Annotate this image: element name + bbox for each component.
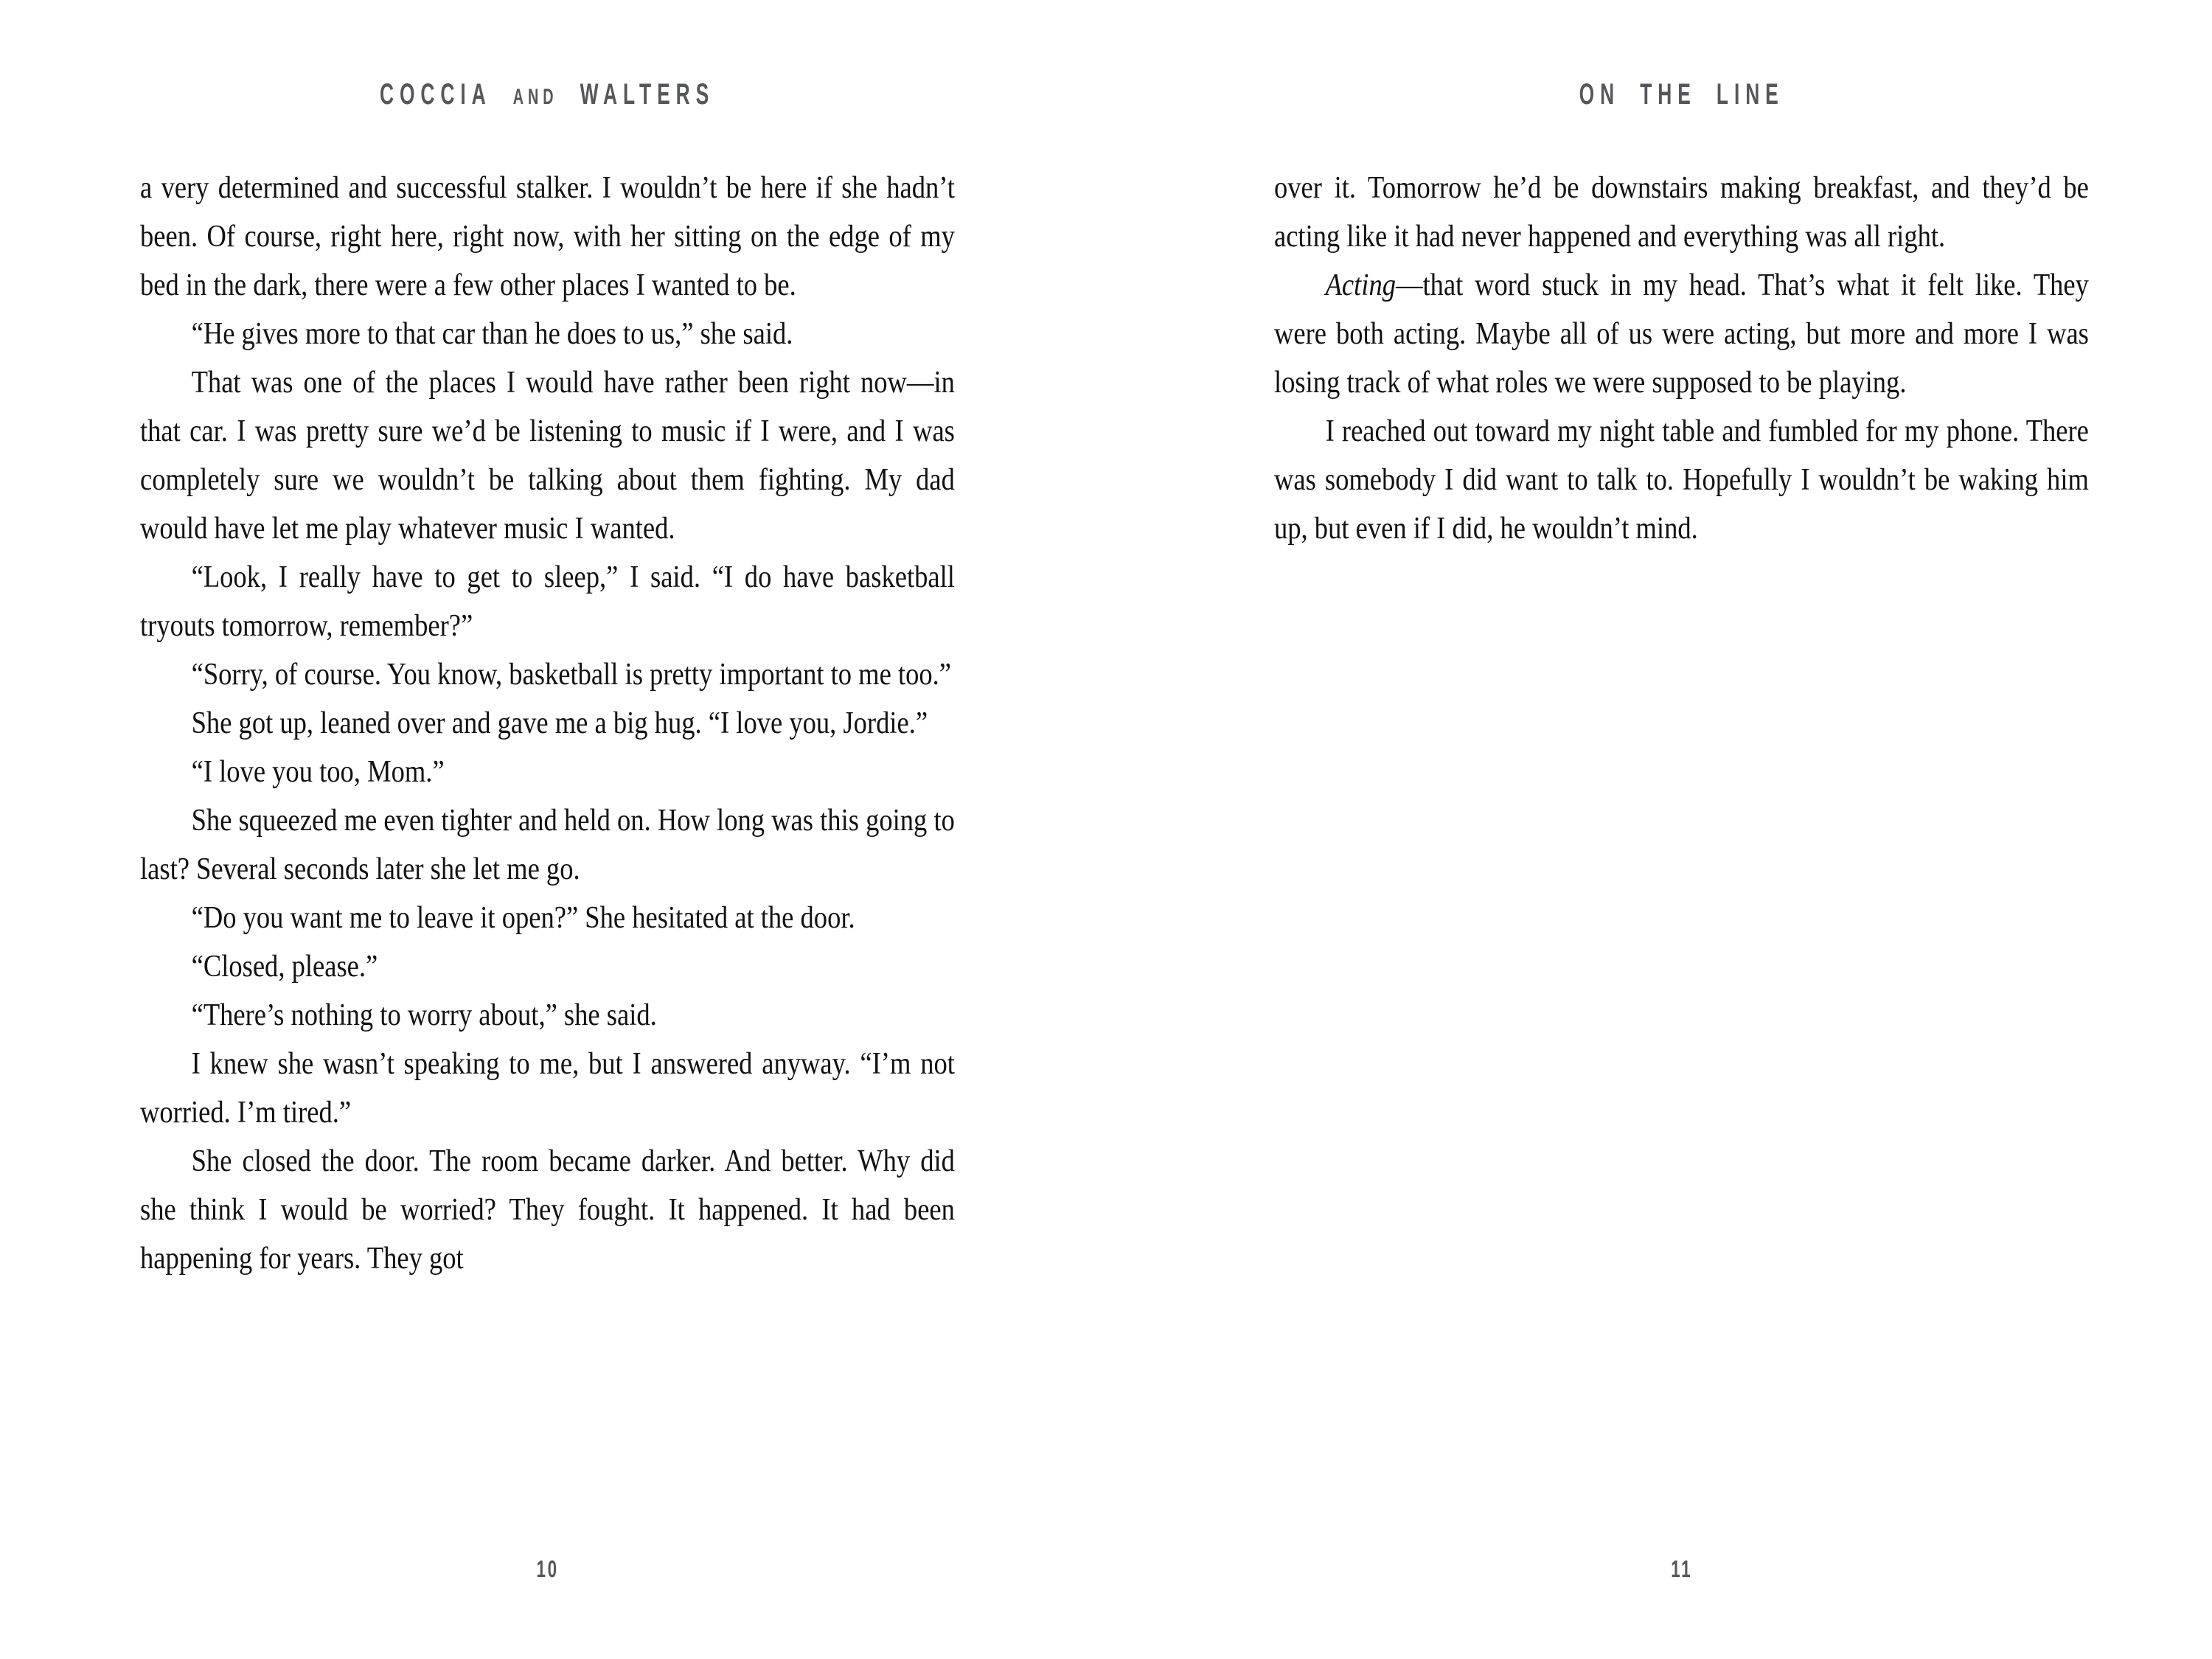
body-paragraph: [1274, 261, 2089, 407]
text-run: “Closed, please.”: [191, 950, 378, 984]
body-paragraph: [140, 991, 955, 1040]
author-name-walters: WALTERS: [580, 78, 715, 111]
running-head-conjunction: AND: [513, 85, 558, 109]
text-run: —that word stuck in my head. That’s what it felt like. They were both acting. Maybe all of us were acting, but more and more I was losing track of what roles we were supposed to be playing.: [1274, 268, 2089, 400]
left-folio: [140, 1557, 955, 1581]
left-page-number: 10: [536, 1556, 559, 1582]
right-page: [1106, 0, 2212, 1659]
body-paragraph: [140, 650, 955, 699]
text-run: I knew she wasn’t speaking to me, but I answered anyway. “I’m not worried. I’m tired.”: [140, 1047, 955, 1130]
text-run: I reached out toward my night table and fumbled for my phone. There was somebody I did want to talk to. Hopefully I wouldn’t be waking him up, but even if I did, he wouldn’t mind.: [1274, 414, 2089, 546]
italic-text-run: Acting: [1325, 268, 1396, 302]
text-run: “There’s nothing to worry about,” she said.: [191, 998, 657, 1032]
left-running-head: [140, 80, 955, 112]
body-paragraph: [140, 894, 955, 942]
text-run: “I love you too, Mom.”: [191, 755, 445, 789]
text-run: “He gives more to that car than he does to us,” she said.: [191, 317, 793, 351]
body-paragraph: [140, 358, 955, 553]
body-paragraph: [1274, 164, 2089, 261]
left-text-column: [140, 164, 955, 1283]
author-name-coccia: COCCIA: [380, 78, 492, 111]
body-paragraph: [140, 796, 955, 894]
body-paragraph: [1274, 407, 2089, 553]
right-running-head: [1274, 80, 2089, 109]
text-run: She got up, leaned over and gave me a big hug. “I love you, Jordie.”: [191, 706, 928, 740]
right-folio: [1274, 1557, 2089, 1581]
text-run: That was one of the places I would have rather been right now—in that car. I was pretty sure we’d be listening to music if I were, and I was completely sure we wouldn’t be talking about them fighting. My dad would have let me play whatever music I wanted.: [140, 366, 955, 546]
text-run: a very determined and successful stalker. I wouldn’t be here if she hadn’t been. Of course, right here, right now, with her sitting on the edge of my bed in the dark, there were a few other places I wanted to be.: [140, 171, 955, 302]
text-run: She squeezed me even tighter and held on. How long was this going to last? Several seconds later she let me go.: [140, 804, 955, 886]
body-paragraph: [140, 310, 955, 358]
right-text-column: [1274, 164, 2089, 553]
body-paragraph: [140, 942, 955, 991]
body-paragraph: [140, 553, 955, 650]
text-run: over it. Tomorrow he’d be downstairs making breakfast, and they’d be acting like it had never happened and everything was all right.: [1274, 171, 2089, 254]
text-run: She closed the door. The room became darker. And better. Why did she think I would be worried? They fought. It happened. It had been happening for years. They got: [140, 1144, 955, 1276]
body-paragraph: [140, 1137, 955, 1283]
body-paragraph: [140, 748, 955, 796]
body-paragraph: [140, 699, 955, 748]
text-run: “Look, I really have to get to sleep,” I said. “I do have basketball tryouts tomorrow, remember?”: [140, 560, 955, 643]
right-page-number: 11: [1670, 1556, 1693, 1582]
running-head-text: [380, 80, 714, 112]
body-paragraph: [140, 1040, 955, 1137]
text-run: “Sorry, of course. You know, basketball is pretty important to me too.”: [191, 658, 952, 692]
book-title: ON THE LINE: [1579, 78, 1784, 111]
body-paragraph: [140, 164, 955, 310]
text-run: “Do you want me to leave it open?” She hesitated at the door.: [191, 901, 855, 935]
